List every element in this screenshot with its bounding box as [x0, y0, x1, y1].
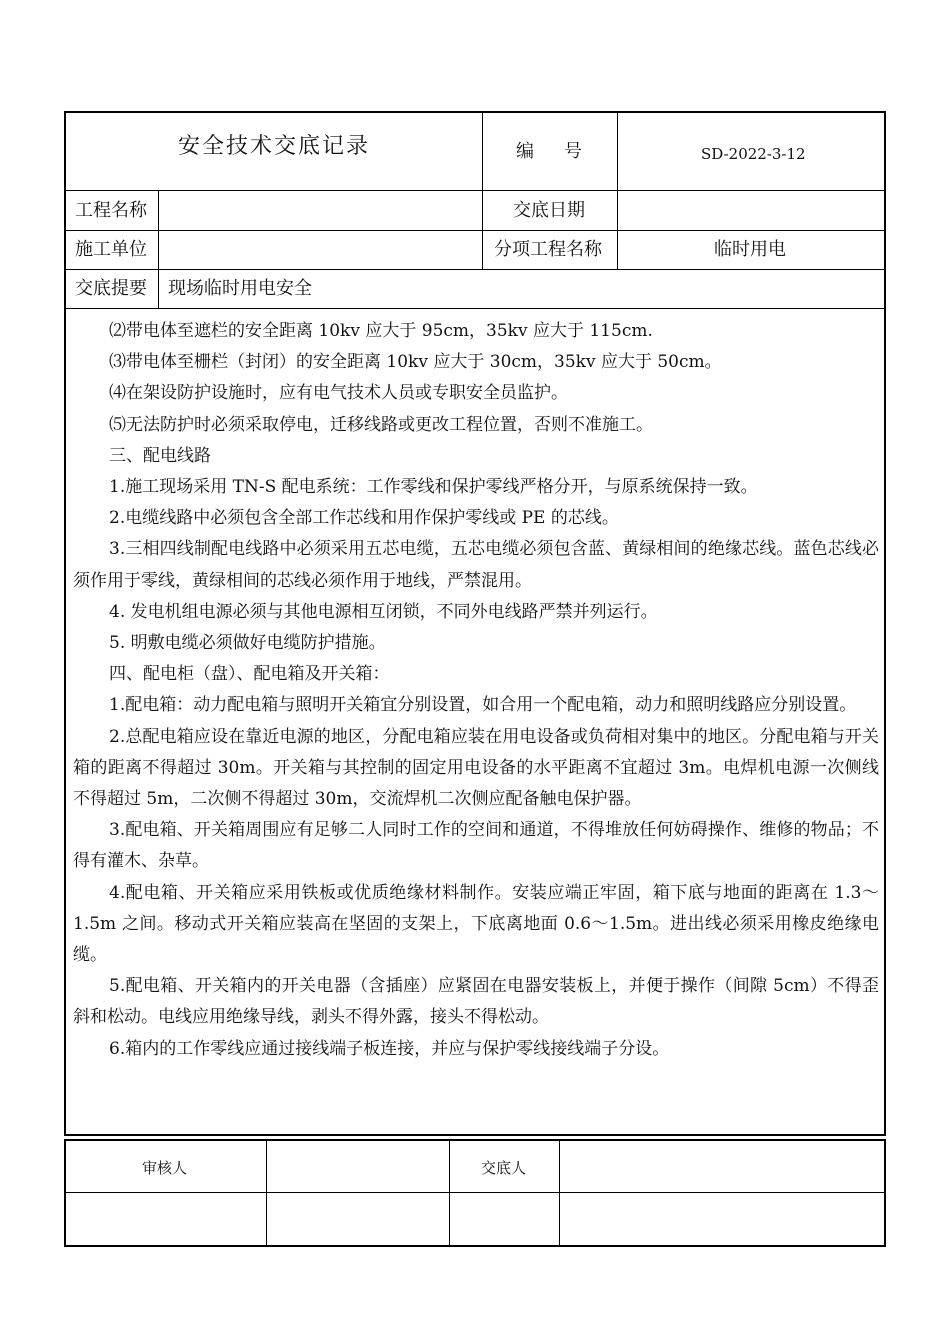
summary-value: 现场临时用电安全: [168, 278, 312, 299]
content-paragraph: 5.配电箱、开关箱内的开关电器（含插座）应紧固在电器安装板上，并便于操作（间隙 5cm）不得歪斜和松动。电线应用绝缘导线，剥头不得外露，接头不得松动。: [73, 976, 879, 1028]
content-paragraph: ⑷在架设防护设施时，应有电气技术人员或专职安全员监护。: [109, 383, 568, 404]
form-title: 安全技术交底记录: [178, 134, 371, 159]
col-divider: [559, 1139, 560, 1247]
col-divider: [158, 190, 159, 308]
content-paragraph: 4.配电箱、开关箱应采用铁板或优质绝缘材料制作。安装应端正牢固，箱下底与地面的距离在 1.3～1.5m 之间。移动式开关箱应装高在坚固的支架上，下底离地面 0.6～1.5m。进出线必须采用橡皮绝缘电缆。: [73, 882, 879, 966]
content-paragraph: 6.箱内的工作零线应通过接线端子板连接，并应与保护零线接线端子分设。: [109, 1038, 670, 1059]
content-paragraph: 2.总配电箱应设在靠近电源的地区，分配电箱应装在用电设备或负荷相对集中的地区。分配电箱与开关箱的距离不得超过 30m。开关箱与其控制的固定用电设备的水平距离不宜超过 3m。电焊机电源一次侧线不得超过 5m，二次侧不得超过 30m，交流焊机二次侧应配备触电保护器。: [73, 726, 879, 810]
number-label: 编 号: [516, 141, 588, 162]
content-paragraph: 2.电缆线路中必须包含全部工作芯线和用作保护零线或 PE 的芯线。: [109, 508, 619, 529]
content-paragraph: ⑵带电体至遮栏的安全距离 10kv 应大于 95cm，35kv 应大于 115cm.: [109, 321, 653, 341]
section-heading: 三、配电线路: [109, 445, 211, 466]
disclosure-content: [73, 316, 879, 1065]
col-divider: [266, 1139, 267, 1247]
summary-label: 交底提要: [75, 278, 147, 299]
content-paragraph: 4. 发电机组电源必须与其他电源相互闭锁，不同外电线路严禁并列运行。: [109, 601, 658, 622]
row-divider: [64, 308, 886, 309]
row-divider: [64, 1192, 886, 1193]
section-heading: 四、配电柜（盘）、配电箱及开关箱：: [109, 664, 390, 685]
content-paragraph: ⑶带电体至栅栏（封闭）的安全距离 10kv 应大于 30cm，35kv 应大于 50cm。: [109, 352, 722, 373]
content-paragraph: 3.配电箱、开关箱周围应有足够二人同时工作的空间和通道，不得堆放任何妨碍操作、维修的物品；不得有灌木、杂草。: [73, 820, 879, 872]
date-label: 交底日期: [513, 200, 585, 221]
content-paragraph: ⑸无法防护时必须采取停电，迁移线路或更改工程位置，否则不准施工。: [109, 414, 653, 435]
number-value: SD-2022-3-12: [701, 145, 806, 163]
project-name-label: 工程名称: [75, 200, 147, 221]
row-divider: [64, 269, 886, 270]
sub-project-value: 临时用电: [714, 239, 786, 260]
col-divider: [617, 111, 618, 269]
reviewer-label: 审核人: [142, 1159, 188, 1177]
unit-label: 施工单位: [75, 239, 147, 260]
discloser-label: 交底人: [481, 1159, 527, 1177]
content-paragraph: 5. 明敷电缆必须做好电缆防护措施。: [109, 633, 386, 654]
row-divider: [64, 190, 886, 191]
col-divider: [482, 111, 483, 269]
content-paragraph: 1.配电箱：动力配电箱与照明开关箱宜分别设置，如合用一个配电箱，动力和照明线路应分别设置。: [109, 695, 857, 716]
col-divider: [449, 1139, 450, 1247]
sub-project-label: 分项工程名称: [494, 239, 602, 260]
content-paragraph: 1.施工现场采用 TN-S 配电系统：工作零线和保护零线严格分开，与原系统保持一致。: [109, 477, 758, 498]
content-paragraph: 3.三相四线制配电线路中必须采用五芯电缆，五芯电缆必须包含蓝、黄绿相间的绝缘芯线。蓝色芯线必须作用于零线，黄绿相间的芯线必须作用于地线，严禁混用。: [73, 539, 879, 591]
row-divider: [64, 230, 886, 231]
signature-table: [64, 1139, 886, 1247]
